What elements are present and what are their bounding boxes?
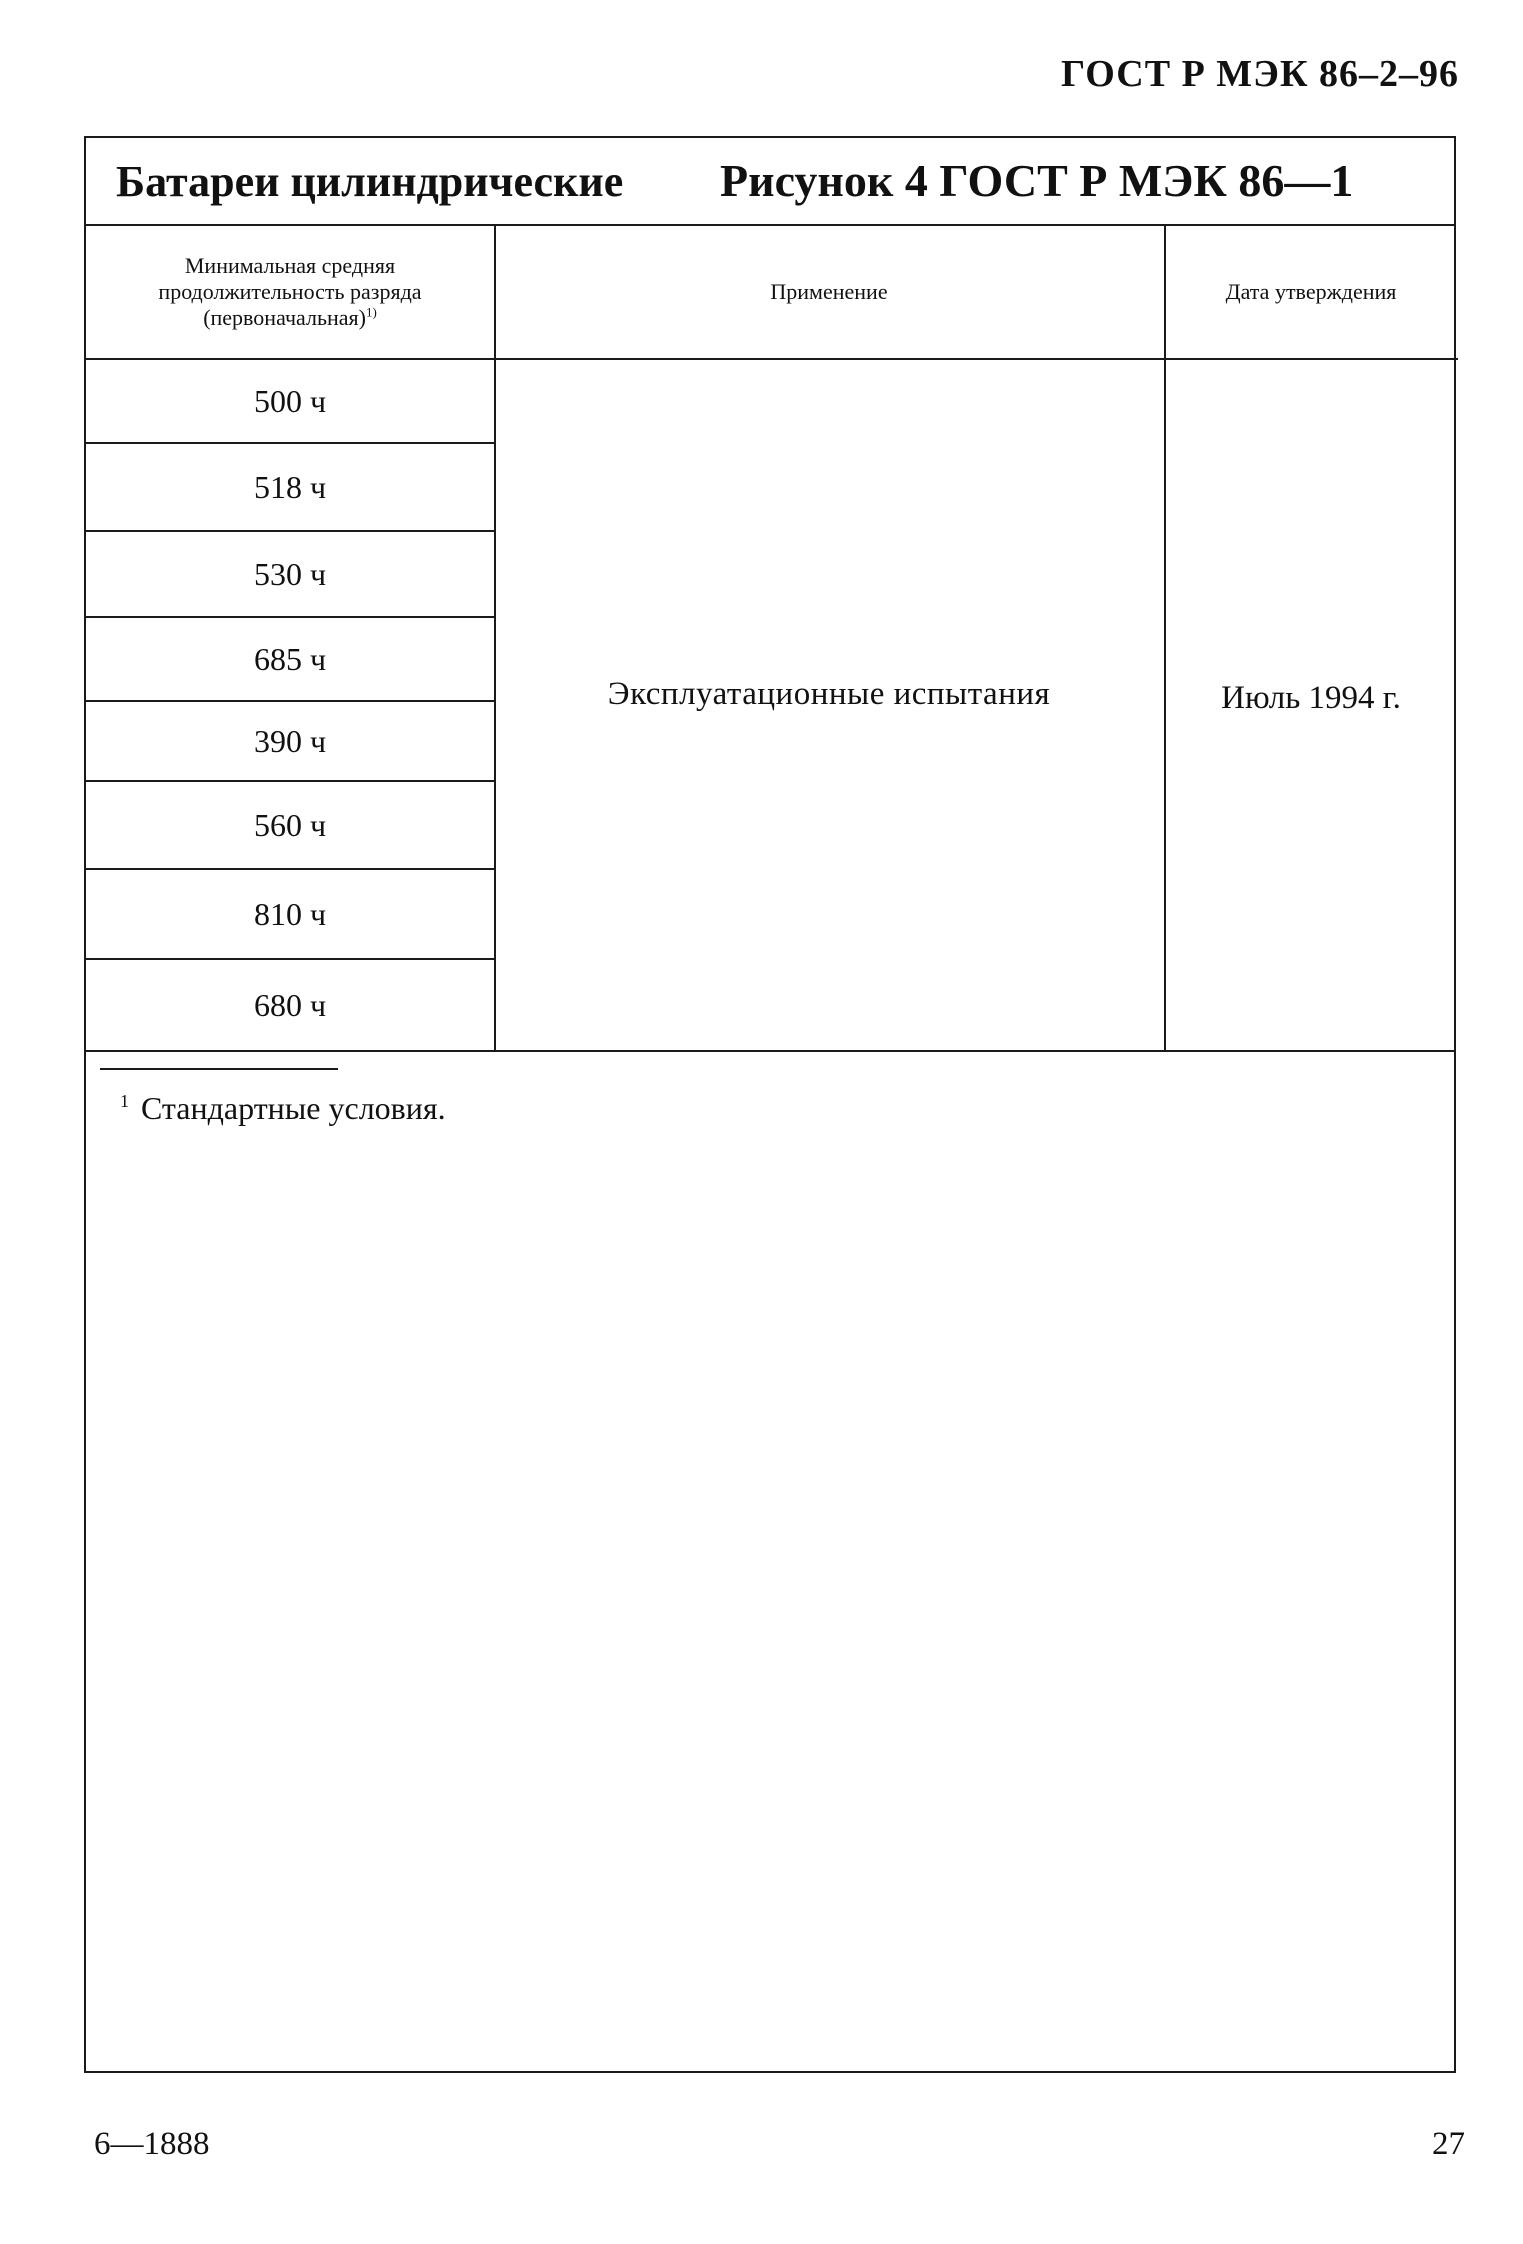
footnote-mark: 1 [120, 1091, 129, 1112]
print-code: 6—1888 [94, 2126, 210, 2162]
footnote-reference: 1) [365, 304, 377, 320]
approval-date: Июль 1994 г. [1221, 679, 1401, 716]
table-row: 560 ч [86, 782, 494, 870]
table-row: 530 ч [86, 532, 494, 618]
figure-title: Батареи цилиндрические [116, 157, 624, 206]
table-row: 518 ч [86, 444, 494, 532]
title-row [86, 138, 1454, 226]
application-value: Эксплуатационные испытания [607, 675, 1051, 712]
footnote-rule [100, 1068, 338, 1070]
duration-rows [86, 360, 494, 1050]
header-duration-line1: Минимальная средняя [184, 253, 396, 278]
battery-table [86, 226, 1454, 1052]
footnote-text: Стандартные условия. [141, 1090, 446, 1126]
table-row: 810 ч [86, 870, 494, 960]
header-date: Дата утверждения [1164, 226, 1458, 360]
header-application: Применение [494, 226, 1164, 360]
header-duration [86, 226, 494, 360]
header-duration-line3: (первоначальная) [203, 305, 366, 330]
footnote [120, 1090, 446, 1127]
table-row: 390 ч [86, 702, 494, 782]
header-duration-line2: продолжительность разряда [158, 279, 422, 304]
table-row: 685 ч [86, 618, 494, 702]
table-row: 500 ч [86, 360, 494, 444]
figure-reference: Рисунок 4 ГОСТ Р МЭК 86—1 [720, 155, 1354, 206]
page-number: 27 [1432, 2126, 1465, 2162]
table-row: 680 ч [253, 986, 327, 1023]
figure-frame [84, 136, 1456, 2073]
document-code: ГОСТ Р МЭК 86–2–96 [1061, 53, 1459, 95]
